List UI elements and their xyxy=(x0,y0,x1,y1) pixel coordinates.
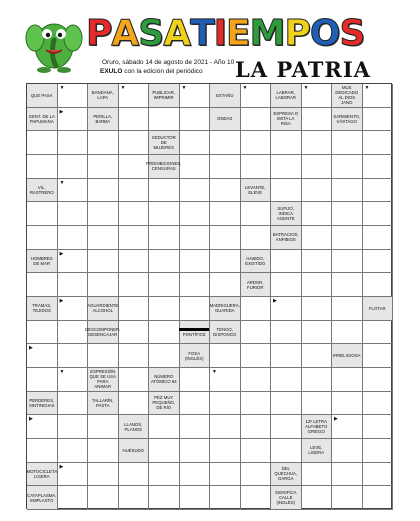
answer-cell[interactable] xyxy=(241,155,272,179)
title-letter: E xyxy=(226,13,250,54)
answer-cell[interactable] xyxy=(27,226,58,250)
clue-direction-arrow-icon: ▶ xyxy=(59,298,64,304)
answer-cell[interactable] xyxy=(332,250,363,274)
answer-cell[interactable] xyxy=(149,344,180,368)
answer-cell[interactable] xyxy=(363,439,394,463)
answer-cell[interactable] xyxy=(332,179,363,203)
answer-cell[interactable] xyxy=(210,463,241,487)
answer-cell[interactable] xyxy=(180,155,211,179)
answer-cell[interactable] xyxy=(210,202,241,226)
answer-cell[interactable] xyxy=(180,179,211,203)
clue-cell: SUFIJO, INDICA AGENTE xyxy=(271,202,302,226)
answer-cell[interactable] xyxy=(149,415,180,439)
answer-cell[interactable] xyxy=(119,226,150,250)
title-letter: P xyxy=(86,13,112,54)
answer-cell[interactable] xyxy=(180,297,211,321)
answer-cell[interactable] xyxy=(180,463,211,487)
clue-cell: FOSA (INGLÉS) xyxy=(180,344,211,368)
clue-cell: EXPRESIÓN QUE SE USA PARA ANIMAR xyxy=(88,368,119,392)
answer-cell[interactable] xyxy=(332,131,363,155)
clue-direction-arrow-icon: ▼ xyxy=(59,369,65,375)
answer-cell[interactable] xyxy=(58,486,89,510)
answer-cell[interactable] xyxy=(149,486,180,510)
answer-cell[interactable] xyxy=(210,250,241,274)
answer-cell[interactable] xyxy=(27,202,58,226)
answer-cell[interactable] xyxy=(119,108,150,132)
answer-cell[interactable] xyxy=(149,226,180,250)
answer-cell[interactable] xyxy=(302,108,333,132)
answer-cell[interactable] xyxy=(302,273,333,297)
answer-cell[interactable] xyxy=(271,344,302,368)
clue-cell: EXTAÑO xyxy=(210,84,241,108)
clue-direction-arrow-icon: ▼ xyxy=(303,85,309,91)
answer-cell[interactable] xyxy=(210,155,241,179)
clue-direction-arrow-icon: ▶ xyxy=(59,250,64,257)
answer-cell[interactable] xyxy=(332,202,363,226)
newspaper-name: LA PATRIA xyxy=(235,57,371,82)
clue-cell: BATRACIOS, ANFIBIOS xyxy=(271,226,302,250)
answer-cell[interactable] xyxy=(302,155,333,179)
answer-cell[interactable] xyxy=(241,439,272,463)
answer-cell[interactable] xyxy=(241,108,272,132)
answer-cell[interactable] xyxy=(363,486,394,510)
answer-cell[interactable] xyxy=(180,392,211,416)
answer-cell[interactable] xyxy=(149,297,180,321)
answer-cell[interactable] xyxy=(241,486,272,510)
answer-cell[interactable] xyxy=(302,463,333,487)
clue-cell: FLOTAR xyxy=(363,297,394,321)
answer-cell[interactable] xyxy=(363,392,394,416)
clue-cell: MOTOCICLETA LIGERA xyxy=(27,463,58,487)
answer-cell[interactable] xyxy=(332,486,363,510)
answer-cell[interactable] xyxy=(332,226,363,250)
answer-cell[interactable] xyxy=(119,131,150,155)
answer-cell[interactable] xyxy=(88,250,119,274)
answer-cell[interactable] xyxy=(119,155,150,179)
clue-cell: TRAMAS, TEJIDOS xyxy=(27,297,58,321)
clue-cell: EXPRESA O IMITA LA RISA xyxy=(271,108,302,132)
answer-cell[interactable] xyxy=(241,226,272,250)
answer-cell[interactable] xyxy=(271,392,302,416)
answer-cell[interactable] xyxy=(58,392,89,416)
clue-cell: LEVANTE, ELEVE xyxy=(241,179,272,203)
clue-cell: ONDAS xyxy=(210,108,241,132)
answer-cell[interactable] xyxy=(58,273,89,297)
clue-direction-arrow-icon: ▼ xyxy=(181,85,187,91)
answer-cell[interactable] xyxy=(302,250,333,274)
answer-cell[interactable] xyxy=(210,131,241,155)
clue-cell: CATAPLASMA, EMPLASTO xyxy=(27,486,58,510)
answer-cell[interactable] xyxy=(58,131,89,155)
clue-cell: SIGNIFICA CALLE (INGLÉS) xyxy=(271,486,302,510)
answer-cell[interactable] xyxy=(149,202,180,226)
green-elephant-mascot-icon xyxy=(26,10,82,74)
answer-cell[interactable] xyxy=(241,202,272,226)
answer-cell[interactable] xyxy=(27,273,58,297)
clue-cell: SARMIENTO, VÁSTAGO xyxy=(332,108,363,132)
answer-cell[interactable] xyxy=(302,202,333,226)
answer-cell[interactable] xyxy=(88,155,119,179)
answer-cell[interactable] xyxy=(27,368,58,392)
puzzle-title xyxy=(86,14,364,54)
answer-cell[interactable] xyxy=(302,297,333,321)
answer-cell[interactable] xyxy=(332,368,363,392)
answer-cell[interactable] xyxy=(180,415,211,439)
answer-cell[interactable] xyxy=(241,321,272,345)
answer-cell[interactable] xyxy=(27,439,58,463)
title-letter: P xyxy=(284,13,310,54)
answer-cell[interactable] xyxy=(119,321,150,345)
answer-cell[interactable] xyxy=(88,179,119,203)
answer-cell[interactable] xyxy=(210,226,241,250)
answer-cell[interactable] xyxy=(302,179,333,203)
clue-direction-arrow-icon: ▼ xyxy=(212,369,217,375)
clue-cell: NÚMERO ATÓMICO 84 xyxy=(149,368,180,392)
answer-cell[interactable] xyxy=(27,155,58,179)
answer-cell[interactable] xyxy=(149,179,180,203)
answer-cell[interactable] xyxy=(302,392,333,416)
answer-cell[interactable] xyxy=(119,344,150,368)
clue-cell: ARDOR, FURIOR xyxy=(241,273,272,297)
answer-cell[interactable] xyxy=(363,179,394,203)
clue-cell: PUBLICAR, IMPRIMIR xyxy=(149,84,180,108)
answer-cell[interactable] xyxy=(363,226,394,250)
answer-cell[interactable] xyxy=(210,179,241,203)
clue-direction-arrow-icon: ▼ xyxy=(120,85,126,91)
answer-cell[interactable] xyxy=(302,226,333,250)
clue-direction-arrow-icon: ▶ xyxy=(334,416,338,423)
answer-cell[interactable] xyxy=(363,155,394,179)
answer-cell[interactable] xyxy=(241,297,272,321)
answer-cell[interactable] xyxy=(180,226,211,250)
answer-cell[interactable] xyxy=(332,463,363,487)
clue-cell: PEZ MUY PEQUEÑO, DE RÍO xyxy=(149,392,180,416)
dateline: Oruro, sábado 14 de agosto de 2021 - Año 10 xyxy=(102,59,235,66)
answer-cell[interactable] xyxy=(88,439,119,463)
clue-cell: HUÉSUDO xyxy=(119,439,150,463)
answer-cell[interactable] xyxy=(149,321,180,345)
answer-cell[interactable] xyxy=(271,155,302,179)
answer-cell[interactable] xyxy=(27,131,58,155)
clue-cell: QUE PASA xyxy=(27,84,58,108)
answer-cell[interactable] xyxy=(149,273,180,297)
clue-cell: TENGO, DISPONGO xyxy=(210,321,241,345)
clue-cell: DEL QUECHUA, GARGA xyxy=(271,463,302,487)
clue-cell: SEDUCTOR DE MUJERES xyxy=(149,131,180,155)
clue-cell: AGUARDIENTE ALCOHOL xyxy=(88,297,119,321)
clue-cell: PERILLA, BARBA xyxy=(88,108,119,132)
answer-cell[interactable] xyxy=(180,108,211,132)
answer-cell[interactable] xyxy=(88,273,119,297)
clue-direction-arrow-icon: ▶ xyxy=(29,416,33,423)
answer-cell[interactable] xyxy=(119,368,150,392)
answer-cell[interactable] xyxy=(363,108,394,132)
answer-cell[interactable] xyxy=(88,131,119,155)
answer-cell[interactable] xyxy=(58,226,89,250)
clue-cell: DESCOMPONER, DESENCAJAR xyxy=(88,321,119,345)
answer-cell[interactable] xyxy=(180,439,211,463)
answer-cell[interactable] xyxy=(210,392,241,416)
answer-cell[interactable] xyxy=(241,368,272,392)
clue-cell: MADRIGUERA, GUARIDA xyxy=(210,297,241,321)
clue-cell: LEVE, LIGERA xyxy=(302,439,333,463)
clue-cell: VIL, RASTRERO xyxy=(27,179,58,203)
answer-cell[interactable] xyxy=(119,297,150,321)
answer-cell[interactable] xyxy=(210,344,241,368)
clue-direction-arrow-icon: ▶ xyxy=(59,463,64,470)
answer-cell[interactable] xyxy=(210,486,241,510)
answer-cell[interactable] xyxy=(58,415,89,439)
answer-cell[interactable] xyxy=(119,250,150,274)
answer-cell[interactable] xyxy=(119,202,150,226)
answer-cell[interactable] xyxy=(241,463,272,487)
answer-cell[interactable] xyxy=(271,368,302,392)
answer-cell[interactable] xyxy=(180,250,211,274)
answer-cell[interactable] xyxy=(180,202,211,226)
answer-cell[interactable] xyxy=(88,415,119,439)
answer-cell[interactable] xyxy=(58,155,89,179)
title-letter: S xyxy=(339,13,365,54)
answer-cell[interactable] xyxy=(210,273,241,297)
title-letter: T xyxy=(190,13,214,54)
title-letter: O xyxy=(309,13,340,54)
answer-cell[interactable] xyxy=(302,321,333,345)
answer-cell[interactable] xyxy=(149,250,180,274)
answer-cell[interactable] xyxy=(180,368,211,392)
answer-cell[interactable] xyxy=(332,392,363,416)
clue-cell: IRRELIGIOSA xyxy=(332,344,363,368)
answer-cell[interactable] xyxy=(119,463,150,487)
answer-cell[interactable] xyxy=(332,273,363,297)
answer-cell[interactable] xyxy=(363,273,394,297)
title-letter: A xyxy=(163,13,191,54)
answer-cell[interactable] xyxy=(119,392,150,416)
exclusive-rest: con la edición del periódico xyxy=(122,68,203,75)
answer-cell[interactable] xyxy=(271,250,302,274)
answer-cell[interactable] xyxy=(119,273,150,297)
clue-direction-arrow-icon: ▼ xyxy=(59,179,65,186)
answer-cell[interactable] xyxy=(119,486,150,510)
answer-cell[interactable] xyxy=(241,344,272,368)
clue-direction-arrow-icon: ▼ xyxy=(59,85,65,91)
answer-cell[interactable] xyxy=(302,486,333,510)
clue-cell: LABRAR, LABORAR xyxy=(271,84,302,108)
answer-cell[interactable] xyxy=(332,297,363,321)
answer-cell[interactable] xyxy=(363,131,394,155)
answer-cell[interactable] xyxy=(332,321,363,345)
answer-cell[interactable] xyxy=(271,273,302,297)
answer-cell[interactable] xyxy=(58,439,89,463)
answer-cell[interactable] xyxy=(241,415,272,439)
answer-cell[interactable] xyxy=(180,486,211,510)
answer-cell[interactable] xyxy=(58,202,89,226)
answer-cell[interactable] xyxy=(119,179,150,203)
clue-cell: 12ª LETRA ALFABETO GRIEGO xyxy=(302,415,333,439)
clue-cell: PERDERES, SINTINIGIAS xyxy=(27,392,58,416)
answer-cell[interactable] xyxy=(363,344,394,368)
answer-cell[interactable] xyxy=(180,273,211,297)
clue-cell: HOMBRES DE MAR xyxy=(27,250,58,274)
answer-cell[interactable] xyxy=(149,463,180,487)
clue-cell: HABIDO, EXISTIDO xyxy=(241,250,272,274)
exclusive-note xyxy=(100,68,203,76)
answer-cell[interactable] xyxy=(241,131,272,155)
clue-direction-arrow-icon: ▶ xyxy=(29,345,33,352)
answer-cell[interactable] xyxy=(363,368,394,392)
clue-direction-arrow-icon: ▶ xyxy=(59,108,64,115)
clue-cell: PROHIBICIONES, CENSURAS xyxy=(149,155,180,179)
answer-cell[interactable] xyxy=(58,344,89,368)
title-letter: S xyxy=(138,13,164,54)
answer-cell[interactable] xyxy=(58,321,89,345)
answer-cell[interactable] xyxy=(241,392,272,416)
answer-cell[interactable] xyxy=(271,131,302,155)
answer-cell[interactable] xyxy=(88,226,119,250)
clue-direction-arrow-icon: ▼ xyxy=(364,85,370,91)
answer-cell[interactable] xyxy=(302,368,333,392)
answer-cell[interactable] xyxy=(88,486,119,510)
crossword-grid xyxy=(26,83,392,509)
clue-cell: MUS DEDICADO AL DIOS JANO xyxy=(332,84,363,108)
answer-cell[interactable] xyxy=(363,250,394,274)
answer-cell[interactable] xyxy=(88,344,119,368)
answer-cell[interactable] xyxy=(363,463,394,487)
answer-cell[interactable] xyxy=(210,439,241,463)
answer-cell[interactable] xyxy=(302,131,333,155)
clue-cell: TALLARÍN, PASTA xyxy=(88,392,119,416)
answer-cell[interactable] xyxy=(88,202,119,226)
exclusive-bold: EXULO xyxy=(100,68,123,75)
title-letter: M xyxy=(249,13,285,54)
clue-cell: LLANOS, PLANOS xyxy=(119,415,150,439)
clue-cell: PONTÍFICE xyxy=(180,321,211,345)
answer-cell[interactable] xyxy=(271,321,302,345)
answer-cell[interactable] xyxy=(149,108,180,132)
title-letter: A xyxy=(111,13,139,54)
answer-cell[interactable] xyxy=(88,463,119,487)
clue-direction-arrow-icon: ▼ xyxy=(242,85,248,91)
answer-cell[interactable] xyxy=(271,415,302,439)
answer-cell[interactable] xyxy=(149,439,180,463)
answer-cell[interactable] xyxy=(180,131,211,155)
answer-cell[interactable] xyxy=(271,439,302,463)
clue-cell: BANDANA, LAPA xyxy=(88,84,119,108)
header xyxy=(0,0,420,82)
answer-cell[interactable] xyxy=(363,415,394,439)
grid-divider-bar xyxy=(179,328,209,331)
answer-cell[interactable] xyxy=(271,179,302,203)
answer-cell[interactable] xyxy=(210,415,241,439)
answer-cell[interactable] xyxy=(302,344,333,368)
answer-cell[interactable] xyxy=(332,439,363,463)
answer-cell[interactable] xyxy=(363,321,394,345)
clue-cell: GENT. DE LA PAPUMANA xyxy=(27,108,58,132)
answer-cell[interactable] xyxy=(27,321,58,345)
answer-cell[interactable] xyxy=(363,202,394,226)
answer-cell[interactable] xyxy=(332,155,363,179)
title-letter: I xyxy=(213,13,227,54)
clue-direction-arrow-icon: ▶ xyxy=(273,298,277,304)
